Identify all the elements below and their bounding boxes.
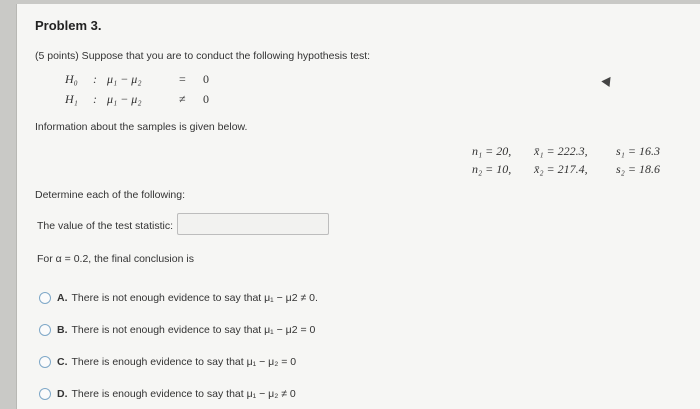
problem-title: Problem 3. (35, 18, 102, 33)
option-c-text: There is enough evidence to say that μ₁ − μ₂ = 0 (71, 356, 297, 368)
sample-sd-2: s₂ = 18.6 (616, 162, 660, 176)
sample-mean-1: x̄₁ = 222.3, (534, 144, 588, 158)
test-statistic-label: The value of the test statistic: (37, 220, 173, 232)
option-b[interactable] (39, 324, 315, 336)
conclusion-label: For α = 0.2, the final conclusion is (37, 253, 194, 265)
sample-mean-2: x̄₂ = 217.4, (534, 162, 588, 176)
option-b-letter: B. (57, 324, 68, 336)
test-statistic-input[interactable] (177, 213, 329, 235)
option-a[interactable] (39, 292, 318, 304)
alternative-hypothesis-value: 0 (203, 92, 209, 106)
problem-page (16, 4, 700, 409)
sample-size-1: n₁ = 20, (472, 144, 512, 158)
sample-stats-row-2 (472, 162, 660, 177)
option-a-letter: A. (57, 292, 68, 304)
problem-intro: (5 points) Suppose that you are to conduct the following hypothesis test: (35, 50, 371, 62)
determine-heading: Determine each of the following: (35, 189, 185, 201)
option-d-text: There is enough evidence to say that μ₁ − μ₂ ≠ 0 (71, 388, 296, 400)
null-hypothesis-value: 0 (203, 72, 209, 86)
null-hypothesis-symbol: H₀ (65, 72, 78, 86)
option-c-letter: C. (57, 356, 68, 368)
alternative-hypothesis: H₁ : μ₁ − μ₂ ≠ 0 (65, 92, 209, 106)
sample-size-2: n₂ = 10, (472, 162, 512, 176)
option-c[interactable] (39, 356, 296, 368)
alternative-hypothesis-operator: ≠ (179, 92, 186, 106)
option-d[interactable] (39, 388, 296, 400)
option-b-radio[interactable] (39, 324, 51, 336)
option-d-letter: D. (57, 388, 68, 400)
sample-sd-1: s₁ = 16.3 (616, 144, 660, 158)
null-hypothesis-expression: μ₁ − μ₂ (107, 72, 142, 86)
mouse-cursor-icon (601, 74, 614, 87)
option-b-text: There is not enough evidence to say that μ₁ − μ2 = 0 (71, 324, 316, 336)
alternative-hypothesis-expression: μ₁ − μ₂ (107, 92, 142, 106)
sample-stats-row-1 (472, 144, 660, 159)
option-a-radio[interactable] (39, 292, 51, 304)
sample-info-text: Information about the samples is given below. (35, 121, 248, 133)
option-c-radio[interactable] (39, 356, 51, 368)
option-a-text: There is not enough evidence to say that μ₁ − μ2 ≠ 0. (71, 292, 318, 304)
option-d-radio[interactable] (39, 388, 51, 400)
null-hypothesis-operator: = (179, 72, 186, 86)
alternative-hypothesis-symbol: H₁ (65, 92, 78, 106)
null-hypothesis: H₀ : μ₁ − μ₂ = 0 (65, 72, 209, 86)
